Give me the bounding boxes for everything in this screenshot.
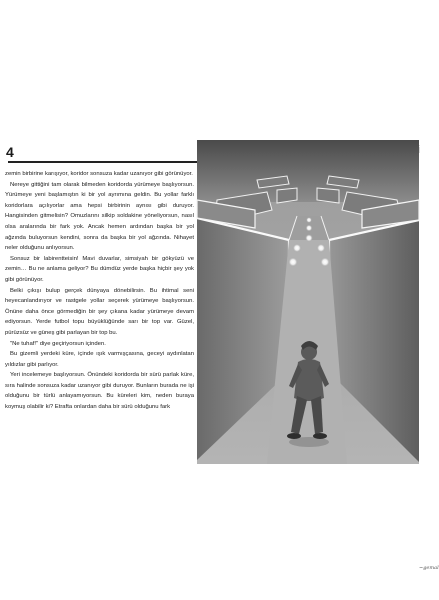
paragraph: Belki çıkışı bulup gerçek dünyaya dönebilirsin. Bu ihtimal seni heyecanlandırıyor ve rastgele yollar seçerek yürümeye başlıyorsun. Önüne daha önce görmediğin bir şey çıkana kadar yürümeye devam ediyorsun. Yerde futbol topu büyüklüğünde sarı bir top var. Güzel, pürüzsüz ve güneş gibi parlayan bir top bu. [5, 287, 194, 336]
artist-signature: ~gemal [419, 565, 439, 571]
paragraph: Nereye gittiğini tam olarak bilmeden koridorda yürümeye başlıyorsun. Yürümeye yeni başlamıştın ki bir yol ayrımına geldin. Bu yollar farklı koridorlara açılıyorlar ama hepsi birbirinin aynısı gibi duruyor. Hangisinden gitmelisin? Omuzlarını silkip soldakine yöneliyorsun, nasıl olsa aralarında bir fark yok. Ancak hemen ardından başka bir yol ağzında buluyorsun kendini, sonra da başka bir yol ağzında. Nihayet neler olduğunu anlıyorsun. [5, 181, 194, 252]
page-number: 4 [6, 144, 14, 160]
paragraph: Yeri incelemeye başlıyorsun. Önündeki koridorda bir sürü parlak küre, sıra halinde sonsuza kadar uzanıyor gibi duruyor. Bunların burada ne işi olduğunu bir türlü anlayamıyorsun. Bu küreleri kim, neden buraya koymuş olabilir ki? Etrafta onlardan daha bir sürü olduğunu fark [5, 372, 194, 411]
paragraph: "Ne tuhaf!" diye geçiriyorsun içinden. [10, 340, 106, 347]
paragraph: Bu gizemli yerdeki küre, içinde ışık varmışçasına, geceyi aydınlatan yıldızlar gibi parlıyor. [5, 351, 194, 368]
maze-scene [197, 140, 419, 464]
paragraph: Sonsuz bir labirentteisin! Mavi duvarlar, simsiyah bir gökyüzü ve zemin… Bu ne anlama geliyor? Bu dümdüz yerde başka hiçbir şey yok gibi görünüyor. [5, 255, 194, 283]
body-text [5, 169, 194, 413]
paragraph: zemin birbirine karışıyor, koridor sonsuza kadar uzanıyor gibi görünüyor. [5, 171, 193, 177]
maze-illustration [197, 140, 439, 571]
